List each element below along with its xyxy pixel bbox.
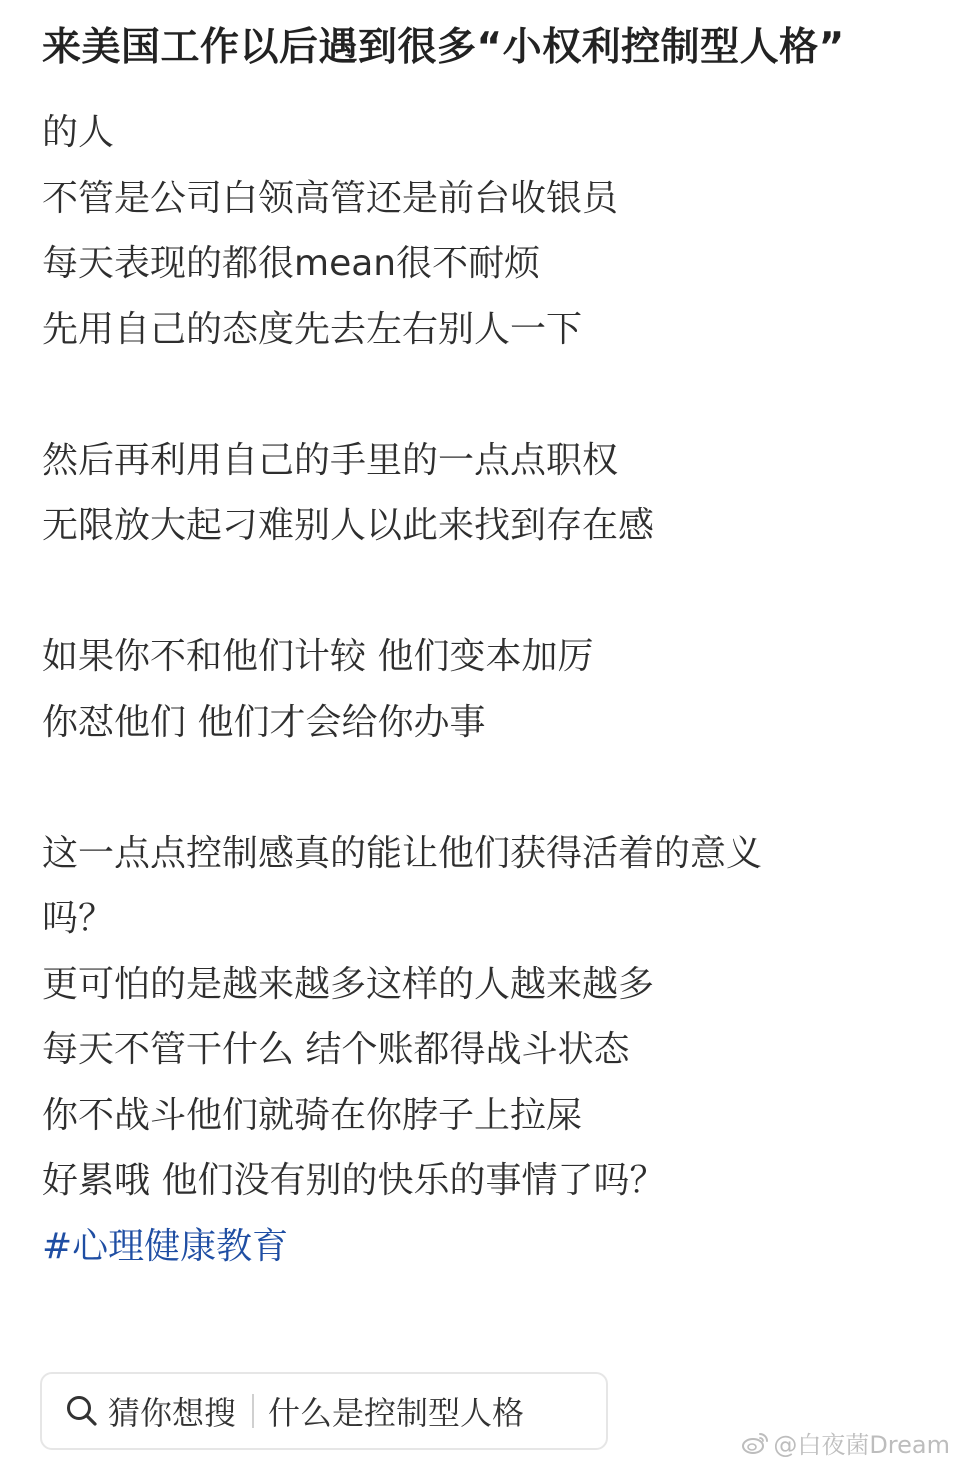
search-prefix-label: 猜你想搜 (108, 1394, 237, 1432)
suggested-search-bar[interactable] (40, 1372, 608, 1450)
post-line: 不管是公司白领高管还是前台收银员 (42, 177, 619, 219)
search-divider (252, 1394, 254, 1428)
paragraph-gap (42, 559, 922, 625)
post-line: 先用自己的态度先去左右别人一下 (42, 308, 583, 350)
watermark (741, 1425, 950, 1460)
suggested-search-query[interactable]: 什么是控制型人格 (268, 1394, 525, 1432)
paragraph-gap (42, 755, 922, 821)
weibo-icon (741, 1431, 769, 1455)
post-line: 如果你不和他们计较 他们变本加厉 (42, 636, 594, 677)
post-line: 这一点点控制感真的能让他们获得活着的意义 (42, 832, 763, 874)
post-line: 你怼他们 他们才会给你办事 (42, 701, 486, 743)
post-body (42, 100, 922, 1279)
hashtag-link[interactable]: #心理健康教育 (42, 1225, 289, 1267)
post-line: 然后再利用自己的手里的一点点职权 (42, 439, 619, 481)
post (42, 0, 922, 1279)
post-title: 来美国工作以后遇到很多“小权利控制型人格” (42, 25, 845, 70)
post-line: 每天表现的都很mean很不耐烦 (42, 243, 541, 284)
post-line: 你不战斗他们就骑在你脖子上拉屎 (42, 1094, 583, 1136)
post-line: 更可怕的是越来越多这样的人越来越多 (42, 963, 655, 1005)
post-line: 的人 (42, 112, 115, 153)
post-line: 每天不管干什么 结个账都得战斗状态 (42, 1029, 630, 1070)
post-line: 无限放大起刁难别人以此来找到存在感 (42, 505, 655, 546)
watermark-text: @白夜菌Dream (773, 1431, 950, 1459)
paragraph-gap (42, 362, 922, 428)
post-line: 好累哦 他们没有别的快乐的事情了吗？ (42, 1160, 666, 1201)
search-icon (64, 1393, 100, 1429)
post-line: 吗？ (42, 898, 115, 939)
